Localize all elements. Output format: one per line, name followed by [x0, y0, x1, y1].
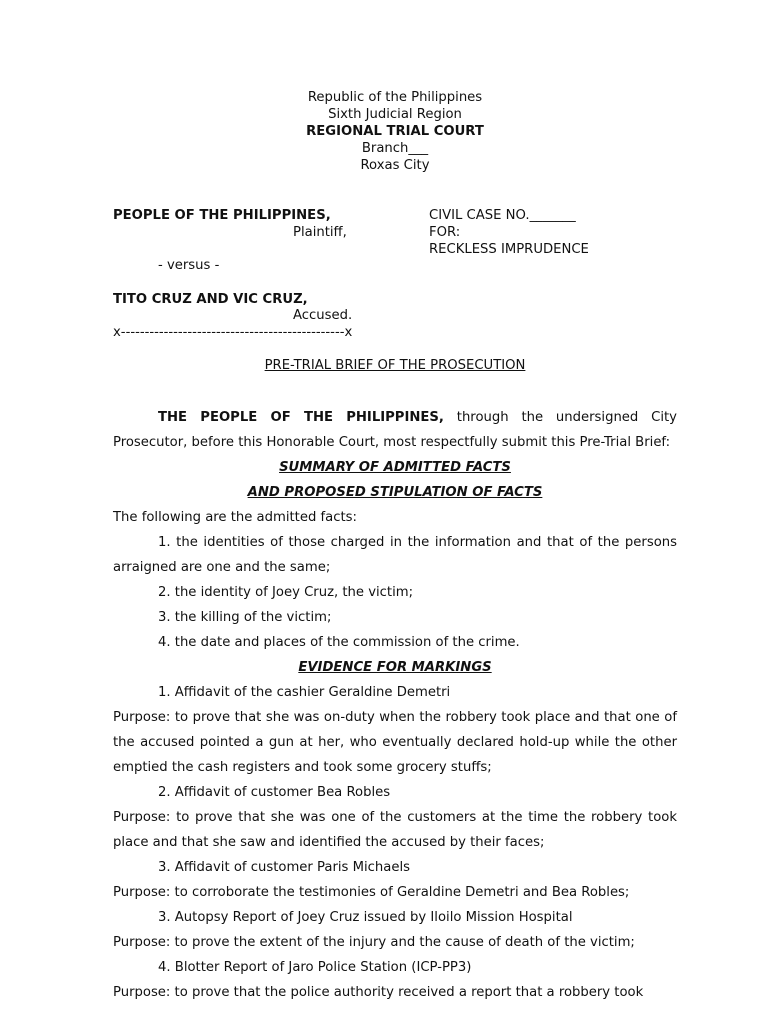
document-body — [113, 405, 677, 1005]
evidence-purpose: Purpose: to prove that she was on-duty when the robbery took place and that one of the accused pointed a gun at her, who eventually declared hold-up while the other emptied the cash registers and took some grocery stuffs; — [113, 710, 677, 775]
plaintiff-name: PEOPLE OF THE PHILIPPINES, — [113, 208, 331, 223]
evidence-purpose: Purpose: to corroborate the testimonies of Geraldine Demetri and Bea Robles; — [113, 885, 630, 900]
plaintiff-role: Plaintiff, — [293, 225, 347, 240]
evidence-purpose: Purpose: to prove that the police authority received a report that a robbery took — [113, 985, 644, 1000]
summary-heading-1: SUMMARY OF ADMITTED FACTS — [279, 460, 511, 475]
intro-paragraph — [113, 405, 677, 455]
header-court: REGIONAL TRIAL COURT — [306, 124, 484, 139]
evidence-purpose: Purpose: to prove that she was one of the customers at the time the robbery took place and that she saw and identified the accused by their faces; — [113, 810, 677, 850]
for-label: FOR: — [429, 225, 461, 240]
header-branch: Branch___ — [361, 141, 429, 156]
versus-label: - versus - — [158, 258, 220, 273]
summary-lead: The following are the admitted facts: — [113, 510, 357, 525]
evidence-title: 2. Affidavit of customer Bea Robles — [158, 785, 391, 800]
fact-item: 4. the date and places of the commission of the crime. — [158, 635, 520, 650]
accused-name: TITO CRUZ AND VIC CRUZ, — [113, 292, 308, 307]
offense: RECKLESS IMPRUDENCE — [429, 242, 589, 257]
fact-item: 3. the killing of the victim; — [158, 610, 332, 625]
evidence-title: 4. Blotter Report of Jaro Police Station (ICP-PP3) — [158, 960, 472, 975]
summary-heading-2: AND PROPOSED STIPULATION OF FACTS — [247, 485, 543, 500]
header-region: Sixth Judicial Region — [328, 107, 462, 122]
evidence-purpose: Purpose: to prove the extent of the injury and the cause of death of the victim; — [113, 935, 635, 950]
fact-item: 2. the identity of Joey Cruz, the victim; — [158, 585, 414, 600]
caption-separator: x-----------------------------------------------x — [113, 325, 353, 340]
accused-role: Accused. — [293, 308, 353, 323]
evidence-title: 3. Affidavit of customer Paris Michaels — [158, 860, 410, 875]
header-city: Roxas City — [360, 158, 430, 173]
intro-text: through the undersigned City Prosecutor, before this Honorable Court, most respectfully submit this Pre-Trial Brief: — [113, 410, 677, 450]
evidence-title: 1. Affidavit of the cashier Geraldine Demetri — [158, 685, 451, 700]
header-republic: Republic of the Philippines — [307, 90, 483, 105]
document-title: PRE-TRIAL BRIEF OF THE PROSECUTION — [264, 358, 526, 373]
evidence-title: 3. Autopsy Report of Joey Cruz issued by Iloilo Mission Hospital — [158, 910, 573, 925]
case-number: CIVIL CASE NO._______ — [429, 208, 576, 223]
intro-lead: THE PEOPLE OF THE PHILIPPINES, — [158, 410, 444, 425]
evidence-heading: EVIDENCE FOR MARKINGS — [298, 660, 492, 675]
fact-item: 1. the identities of those charged in the information and that of the persons arraigned are one and the same; — [113, 535, 677, 575]
